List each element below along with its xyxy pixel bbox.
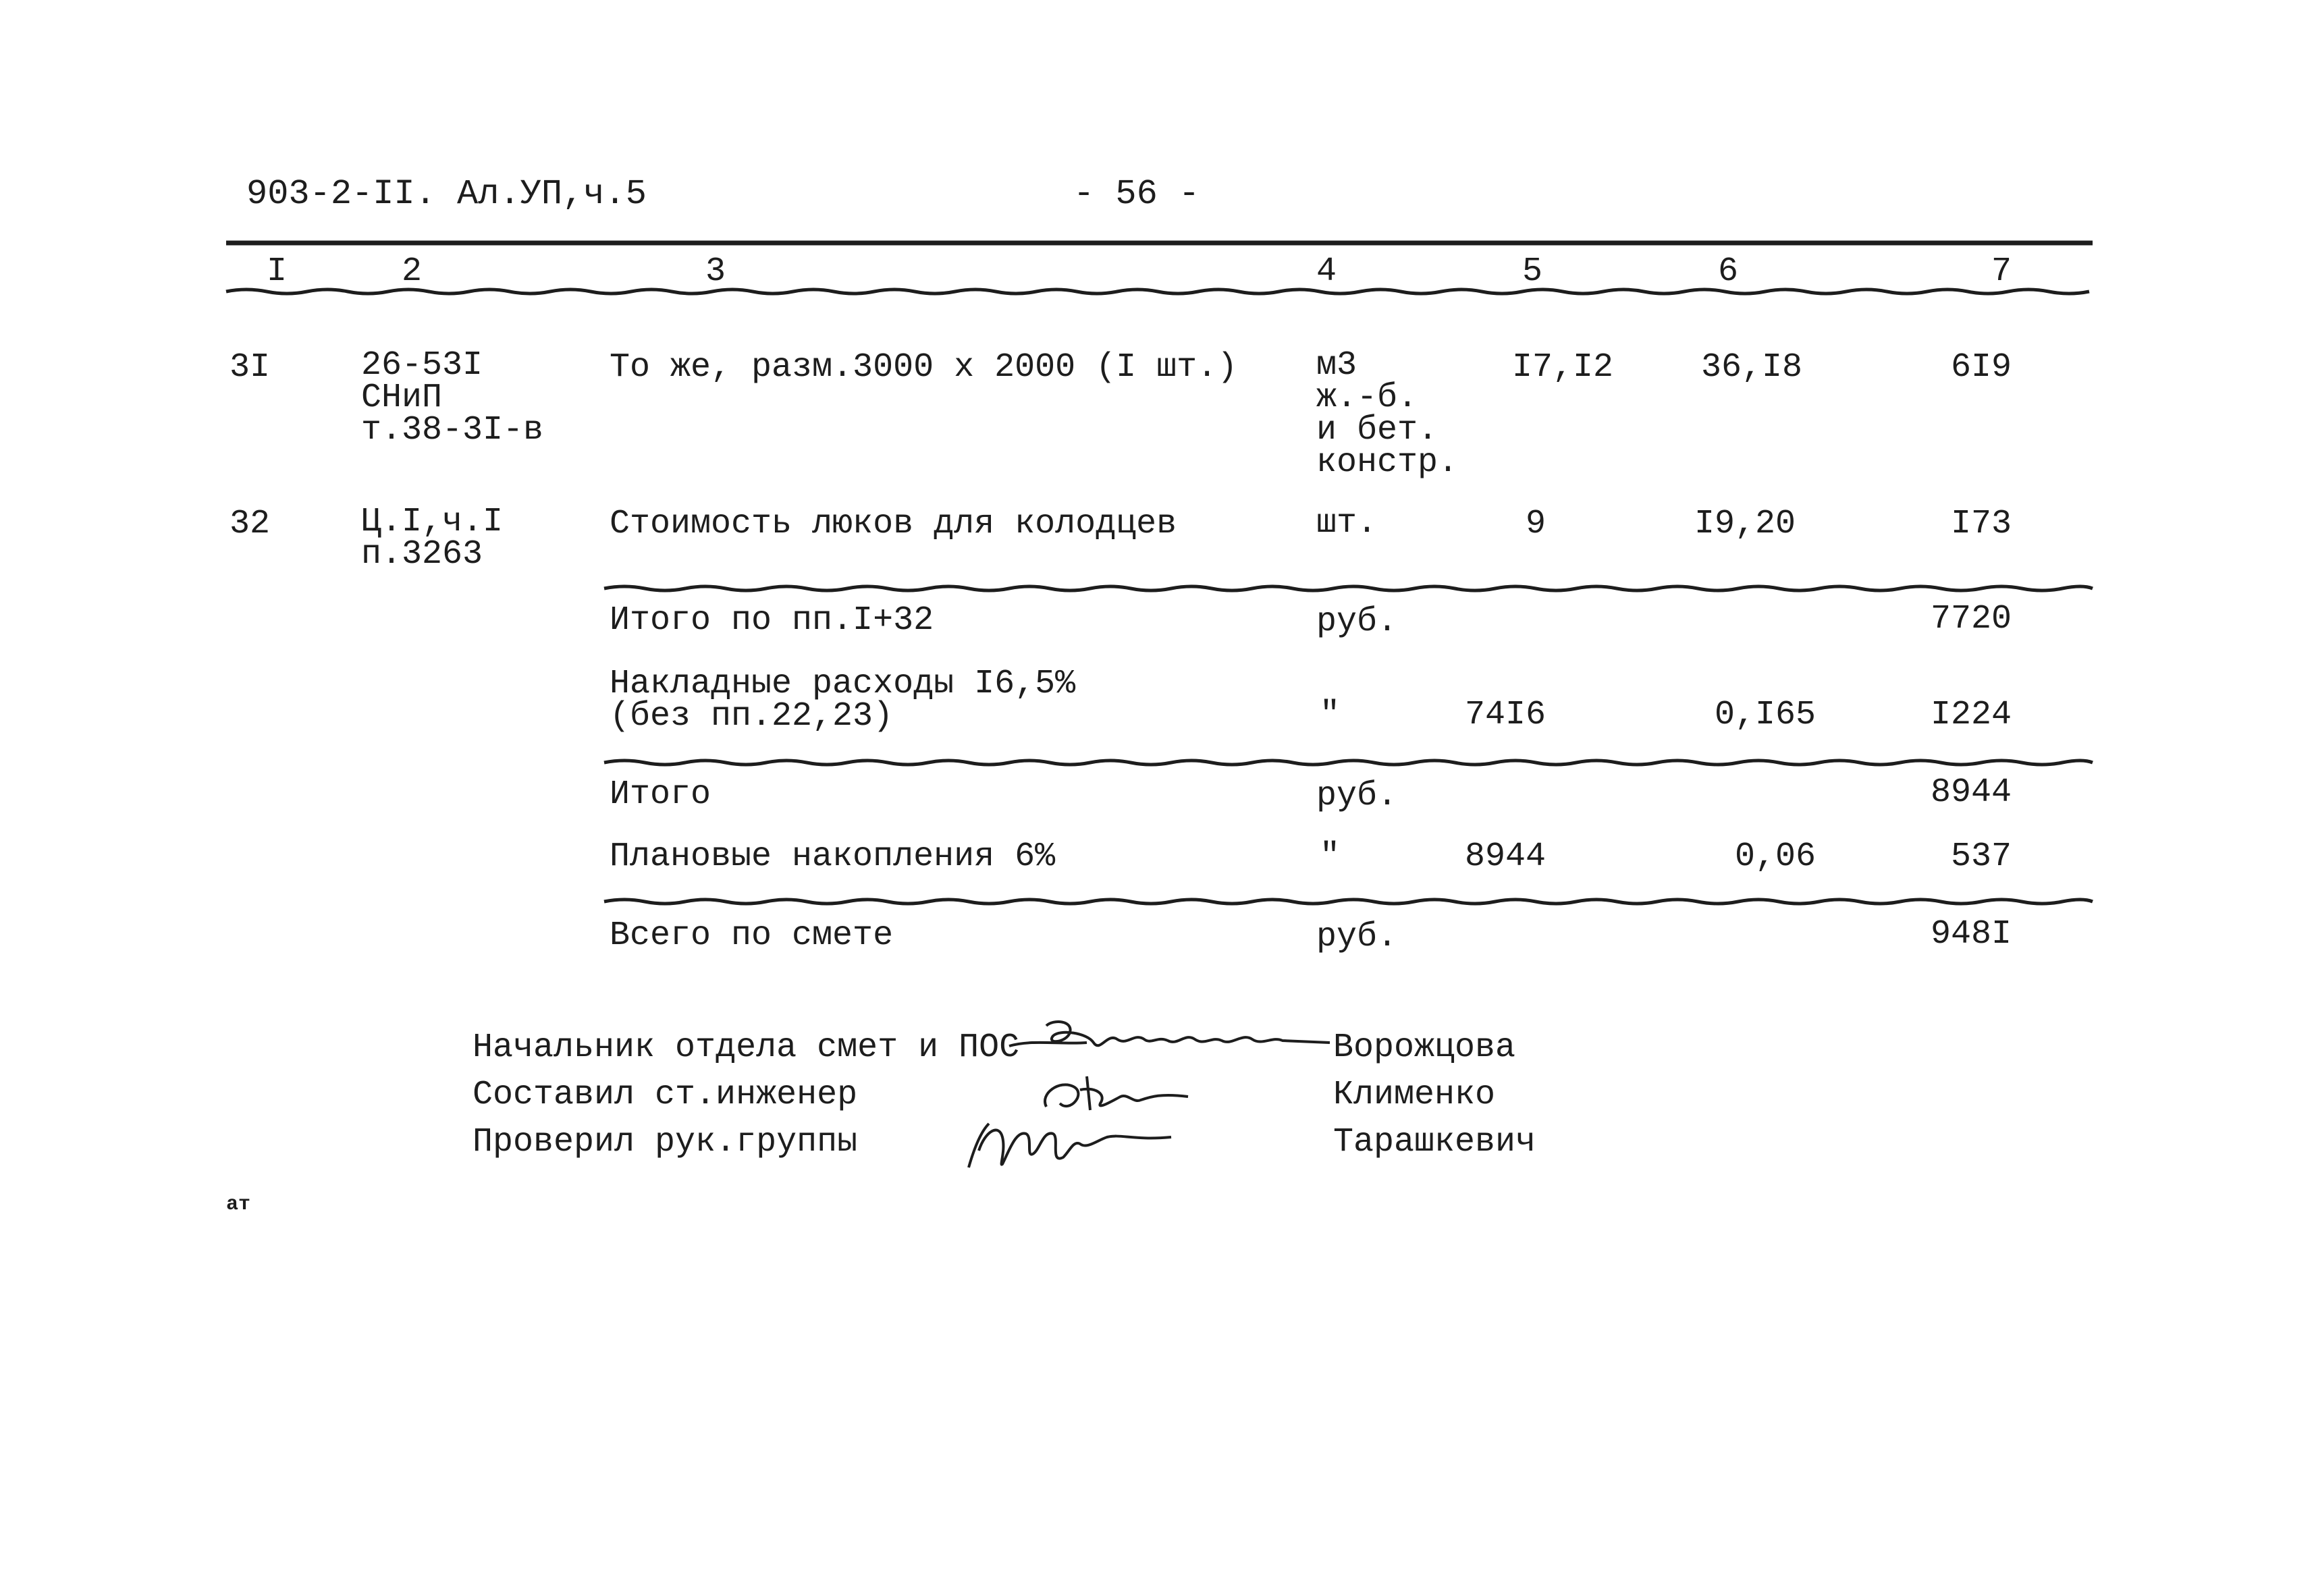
grand-total-unit: руб. (1316, 918, 1398, 956)
column-number-7: 7 (1991, 252, 2012, 291)
row-quantity: 9 (1525, 505, 1546, 543)
rule-before-subtotal-1 (604, 586, 2093, 590)
column-number-4: 4 (1316, 252, 1337, 291)
grand-total-label: Всего по смете (610, 916, 894, 955)
summary-label: Накладные расходы I6,5% (без пп.22,23) (610, 665, 1076, 736)
summary-total: 537 (1950, 837, 2012, 876)
summary-base: 8944 (1464, 837, 1546, 876)
row-unit: шт. (1316, 504, 1378, 543)
summary-base: 74I6 (1464, 696, 1546, 734)
signature-role: Проверил рук.группы (473, 1123, 858, 1161)
summary-rate: 0,I65 (1714, 696, 1816, 734)
column-number-6: 6 (1717, 252, 1738, 291)
signature-name: Клименко (1333, 1076, 1496, 1114)
summary-unit: " (1320, 837, 1341, 876)
row-name: То же, разм.3000 х 2000 (I шт.) (610, 348, 1238, 387)
column-number-1: I (266, 252, 287, 291)
column-number-2: 2 (401, 252, 422, 291)
summary-rate: 0,06 (1734, 837, 1816, 876)
signature-name: Ворожцова (1333, 1028, 1516, 1067)
column-number-3: 3 (705, 252, 726, 291)
summary-label: Итого (610, 775, 711, 814)
handwritten-signature-3 (962, 1110, 1178, 1178)
row-number: 3I (230, 348, 271, 387)
row-total: I73 (1950, 505, 2012, 543)
header-rule (226, 290, 2089, 294)
document-code: 903-2-II. Ал.УП,ч.5 (246, 174, 647, 214)
summary-label: Итого по пп.I+32 (610, 601, 934, 640)
row-unit: м3 ж.-б. и бет. констр. (1316, 346, 1459, 482)
row-number: 32 (230, 505, 271, 543)
row-unit-price: 36,I8 (1700, 348, 1802, 387)
summary-unit: руб. (1316, 777, 1398, 815)
summary-total: 8944 (1930, 773, 2012, 812)
handwritten-signature-1 (1006, 1006, 1337, 1073)
row-name: Стоимость люков для колодцев (610, 505, 1177, 543)
signature-name: Тарашкевич (1333, 1123, 1536, 1161)
row-code: 26-53I СНиП т.38-3I-в (361, 346, 544, 449)
row-unit-price: I9,20 (1694, 505, 1796, 543)
summary-unit: руб. (1316, 603, 1398, 641)
column-number-5: 5 (1522, 252, 1542, 291)
summary-label: Плановые накопления 6% (610, 837, 1056, 876)
rule-before-grand-total (604, 900, 2093, 904)
grand-total-value: 948I (1930, 915, 2012, 954)
signature-role: Начальник отдела смет и ПОС (473, 1028, 1020, 1067)
page-number: - 56 - (1073, 174, 1200, 214)
row-quantity: I7,I2 (1511, 348, 1613, 387)
signature-role: Составил ст.инженер (473, 1076, 858, 1114)
row-total: 6I9 (1950, 348, 2012, 387)
summary-total: I224 (1930, 696, 2012, 734)
footer-mark: ат (226, 1193, 251, 1216)
rule-before-subtotal-2 (604, 761, 2093, 765)
row-code: Ц.I,ч.I п.3263 (361, 503, 504, 574)
summary-unit: " (1320, 696, 1341, 734)
summary-total: 7720 (1930, 600, 2012, 638)
